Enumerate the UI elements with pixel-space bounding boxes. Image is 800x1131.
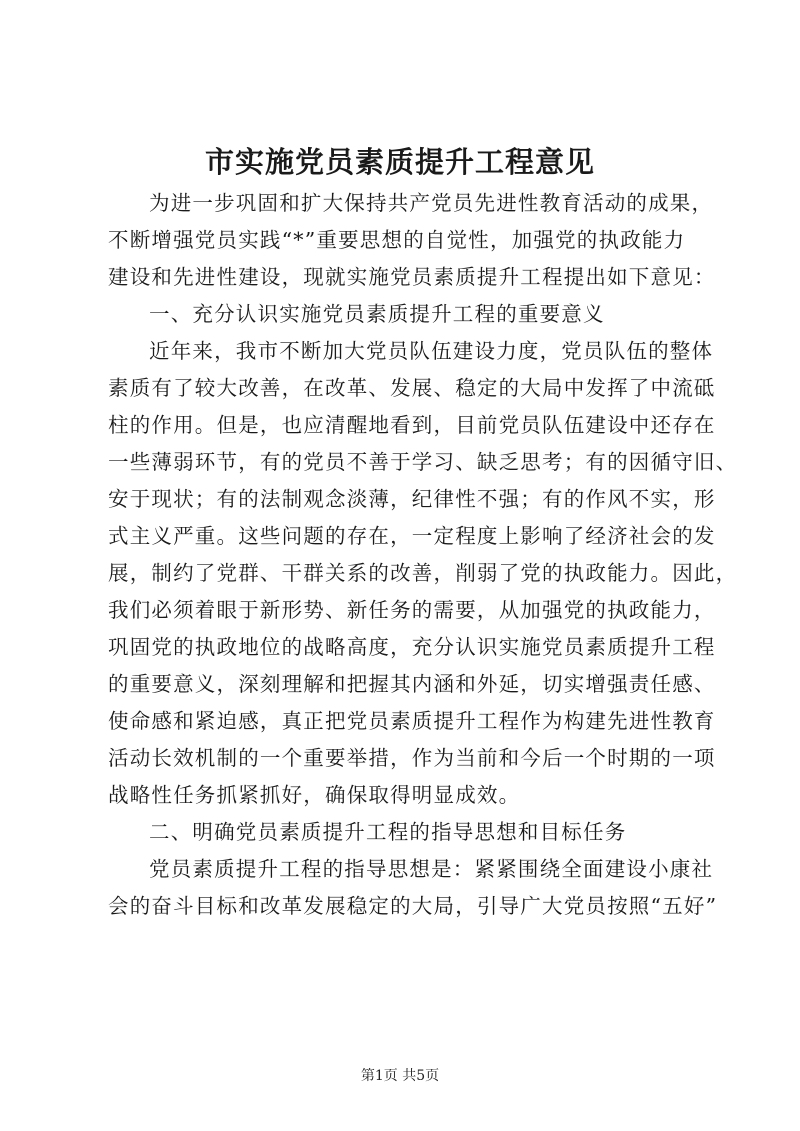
paragraph-line: 素质有了较大改善，在改革、发展、稳定的大局中发挥了中流砥: [108, 376, 716, 400]
paragraph-line: 柱的作用。但是，也应清醒地看到，目前党员队伍建设中还存在: [108, 413, 716, 437]
paragraph-line: 活动长效机制的一个重要举措，作为当前和今后一个时期的一项: [108, 746, 716, 770]
paragraph-line: 的重要意义，深刻理解和把握其内涵和外延，切实增强责任感、: [108, 672, 716, 696]
document-title: 市实施党员素质提升工程意见: [204, 145, 595, 179]
paragraph-line: 近年来，我市不断加大党员队伍建设力度，党员队伍的整体: [149, 339, 714, 363]
paragraph-line: 为进一步巩固和扩大保持共产党员先进性教育活动的成果，: [149, 191, 714, 215]
paragraph-line: 党员素质提升工程的指导思想是：紧紧围绕全面建设小康社: [149, 857, 714, 881]
paragraph-line: 战略性任务抓紧抓好，确保取得明显成效。: [108, 783, 521, 807]
paragraph-line: 会的奋斗目标和改革发展稳定的大局，引导广大党员按照“五好”: [108, 894, 718, 918]
section-heading: 一、充分认识实施党员素质提升工程的重要意义: [149, 302, 605, 326]
paragraph-line: 建设和先进性建设，现就实施党员素质提升工程提出如下意见：: [108, 265, 716, 289]
section-heading: 二、明确党员素质提升工程的指导思想和目标任务: [149, 820, 627, 844]
paragraph-line: 式主义严重。这些问题的存在，一定程度上影响了经济社会的发: [108, 524, 716, 548]
paragraph-line: 安于现状；有的法制观念淡薄，纪律性不强；有的作风不实，形: [108, 487, 716, 511]
page-indicator: 第1页 共5页: [360, 1068, 440, 1084]
paragraph-line: 不断增强党员实践“*”重要思想的自觉性，加强党的执政能力: [108, 228, 686, 252]
paragraph-line: 展，制约了党群、干群关系的改善，削弱了党的执政能力。因此，: [108, 561, 738, 585]
paragraph-line: 一些薄弱环节，有的党员不善于学习、缺乏思考；有的因循守旧、: [108, 450, 738, 474]
paragraph-line: 巩固党的执政地位的战略高度，充分认识实施党员素质提升工程: [108, 635, 716, 659]
paragraph-line: 使命感和紧迫感，真正把党员素质提升工程作为构建先进性教育: [108, 709, 716, 733]
document-body: [108, 185, 738, 925]
paragraph-line: 我们必须着眼于新形势、新任务的需要，从加强党的执政能力，: [108, 598, 716, 622]
